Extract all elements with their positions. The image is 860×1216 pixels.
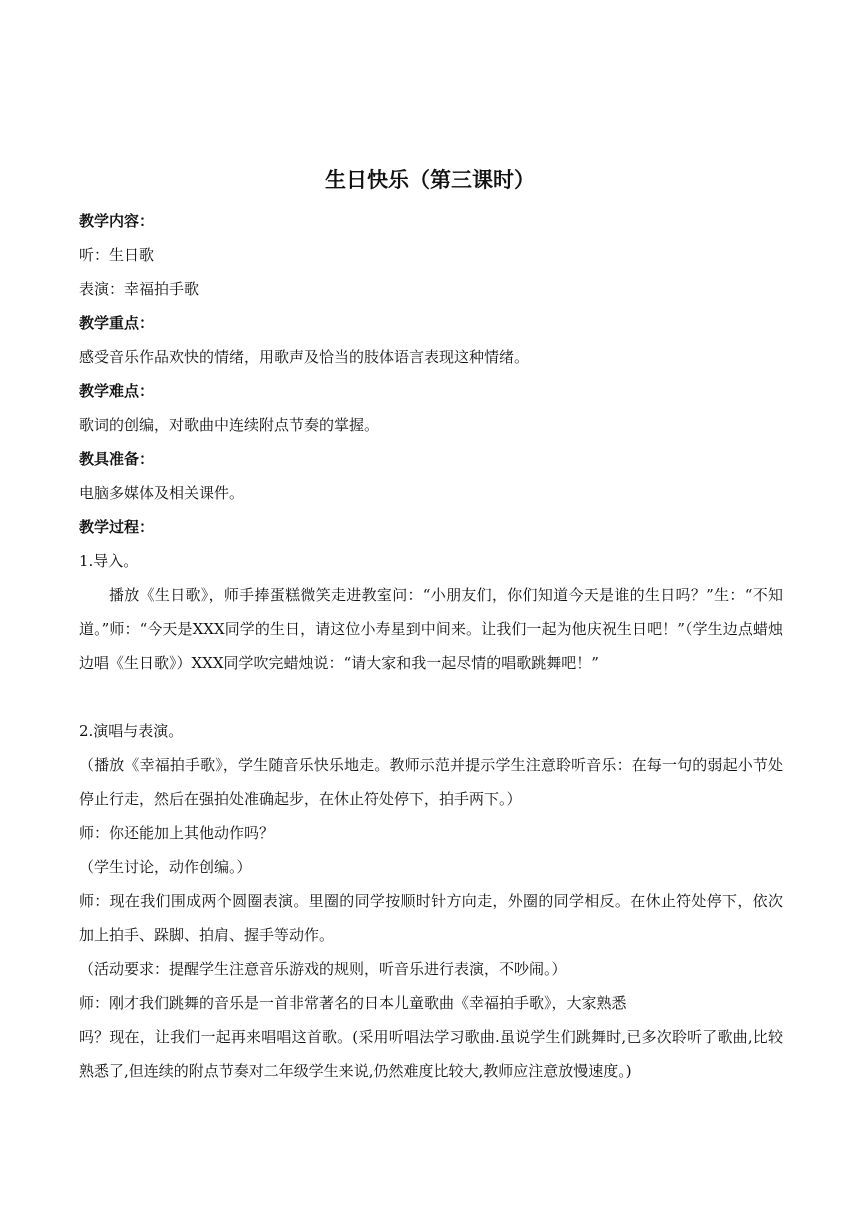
step2-rule-note: （活动要求：提醒学生注意音乐游戏的规则，听音乐进行表演，不吵闹。）	[79, 960, 567, 978]
step2-teacher-question: 师：你还能加上其他动作吗？	[79, 824, 275, 842]
focus-text: 感受音乐作品欢快的情绪，用歌声及恰当的肢体语言表现这种情绪。	[79, 348, 530, 366]
document-body	[79, 204, 783, 1122]
step1-paragraph: 播放《生日歌》，师手捧蛋糕微笑走进教室问：“小朋友们，你们知道今天是谁的生日吗？”生：“不知道。”师：“今天是XXX同学的生日，请这位小寿星到中间来。让我们一起为他庆祝生日吧！”（学生边点蜡烛边唱《生日歌》）XXX同学吹完蜡烛说：“请大家和我一起尽情的唱歌跳舞吧！”	[79, 586, 783, 672]
content-heading: 教学内容：	[79, 212, 155, 230]
focus-heading: 教学重点：	[79, 314, 155, 332]
content-perform-item: 表演：幸福拍手歌	[79, 280, 200, 298]
difficulty-text: 歌词的创编，对歌曲中连续附点节奏的掌握。	[79, 416, 380, 434]
step2-title: 2.演唱与表演。	[79, 722, 184, 740]
step1-title: 1.导入。	[79, 552, 139, 570]
tools-heading: 教具准备：	[79, 450, 155, 468]
difficulty-heading: 教学难点：	[79, 382, 155, 400]
step2-discussion-note: （学生讨论，动作创编。）	[79, 858, 252, 876]
step2-song-paragraph: 吗？现在，让我们一起再来唱唱这首歌。(采用听唱法学习歌曲.虽说学生们跳舞时,已多次聆听了歌曲,比较熟悉了,但连续的附点节奏对二年级学生来说,仍然难度比较大,教师应注意放慢速度。)	[79, 1028, 783, 1080]
tools-text: 电脑多媒体及相关课件。	[79, 484, 245, 502]
step2-circle-paragraph: 师：现在我们围成两个圆圈表演。里圈的同学按顺时针方向走，外圈的同学相反。在休止符处停下，依次加上拍手、跺脚、拍肩、握手等动作。	[79, 892, 783, 944]
step2-song-intro-line: 师：刚才我们跳舞的音乐是一首非常著名的日本儿童歌曲《幸福拍手歌》，大家熟悉	[79, 994, 627, 1012]
step2-activity-paragraph: （播放《幸福拍手歌》，学生随音乐快乐地走。教师示范并提示学生注意聆听音乐：在每一句的弱起小节处停止行走，然后在强拍处准确起步，在休止符处停下，拍手两下。）	[79, 756, 783, 808]
process-heading: 教学过程：	[79, 518, 155, 536]
document-title: 生日快乐（第三课时）	[325, 168, 535, 192]
content-listen-item: 听：生日歌	[79, 246, 155, 264]
